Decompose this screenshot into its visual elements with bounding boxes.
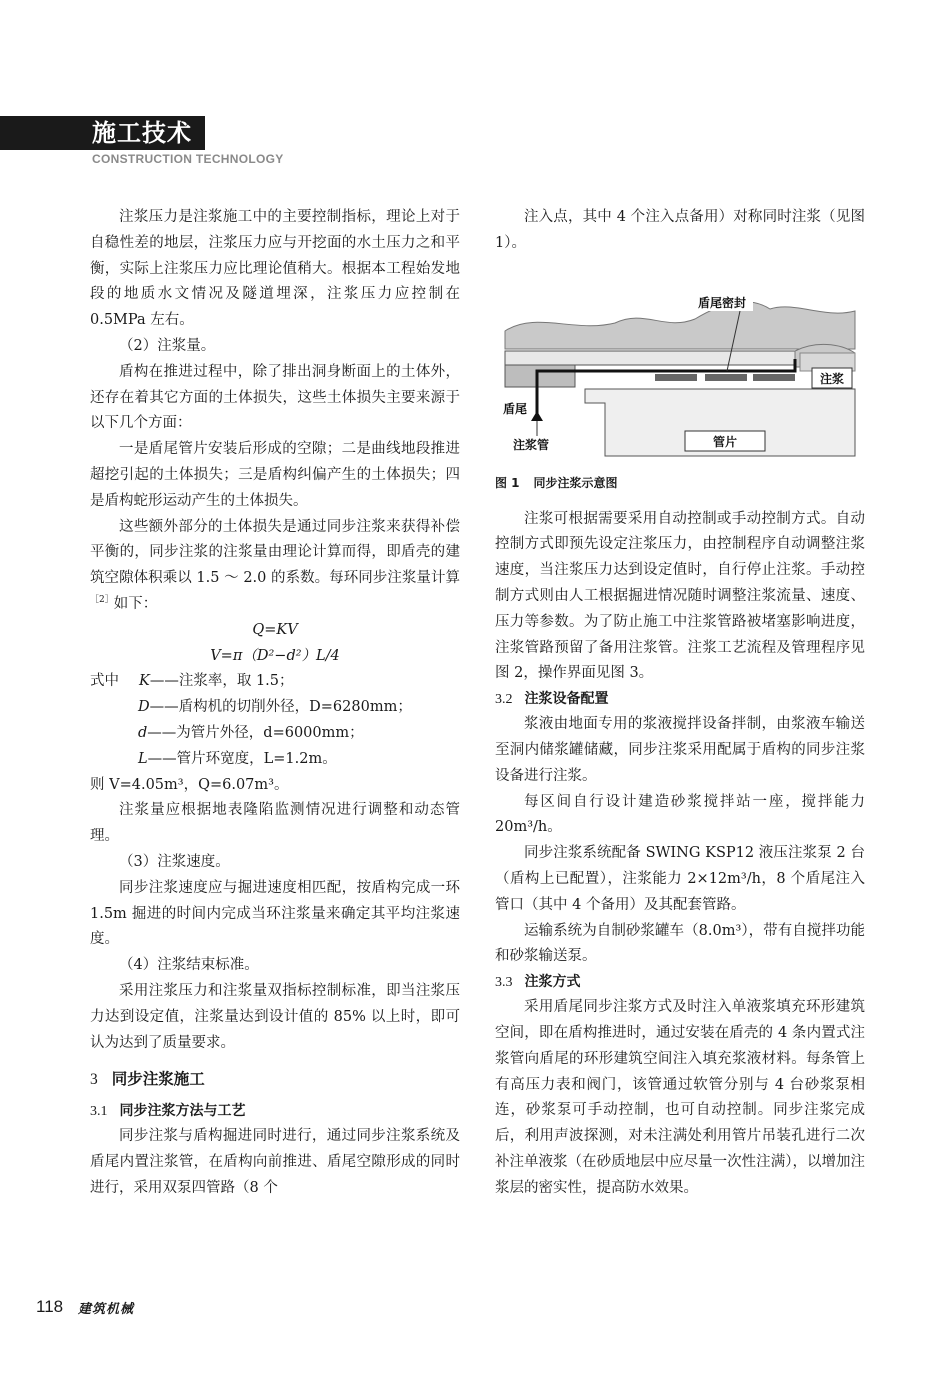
left-column: [90, 205, 460, 1202]
paragraph: 同步注浆速度应与掘进速度相匹配，按盾构完成一环 1.5m 掘进的时间内完成当环注浆量来确定其平均注浆速度。: [90, 879, 460, 948]
label-segment: 管片: [712, 434, 738, 449]
shield-shell: [505, 351, 820, 365]
label-grout: 注浆: [819, 371, 845, 386]
paragraph: 一是盾尾管片安装后形成的空隙；二是曲线地段推进超挖引起的土体损失；三是盾构纠偏产生的土体损失；四是盾构蛇形运动产生的土体损失。: [90, 441, 460, 509]
paragraph: 同步注浆与盾构掘进同时进行，通过同步注浆系统及盾尾内置注浆管，在盾构向前推进、盾尾空隙形成的同时进行，采用双泵四管路（8 个: [90, 1128, 460, 1196]
section-heading: 3 同步注浆施工: [90, 1070, 205, 1089]
arrow-icon: [531, 411, 543, 421]
paragraph: 浆液由地面专用的浆液搅拌设备拌制，由浆液车输送至洞内储浆罐储藏，同步注浆采用配属于盾构的同步注浆设备进行注浆。: [495, 716, 865, 784]
variable-def: D——盾构机的切削外径，D=6280mm；: [138, 699, 412, 716]
subsection-heading: 3.2 注浆设备配置: [495, 691, 609, 708]
paragraph: 采用盾尾同步注浆方式及时注入单液浆填充环形建筑空间，即在盾构推进时，通过安装在盾壳的 4 条内置式注浆管向盾尾的环形建筑空间注入填充浆液材料。每条管上有高压力表和阀门，该管通过软管分别与 4 台砂浆泵相连，砂浆泵可手动控制，也可自动控制。同步注浆完成后，利用声波探测，对未注满处利用管片吊装孔进行二次补注单液浆（在砂质地层中应尽量一次性注满），以增加注浆层的密实性，提高防水效果。: [495, 999, 865, 1196]
paragraph: 每区间自行设计建造砂浆搅拌站一座，搅拌能力 20m³/h。: [495, 793, 865, 836]
paragraph: （2）注浆量。: [119, 337, 216, 354]
section-title: 施工技术: [92, 119, 192, 147]
paragraph: 盾构在推进过程中，除了排出洞身断面上的土体外，还存在着其它方面的土体损失，这些土体损失主要来源于以下几个方面：: [90, 363, 460, 432]
subsection-heading: 3.3 注浆方式: [495, 974, 581, 991]
figure-grouting-diagram: [495, 271, 865, 471]
formula: V=π（D²−d²）L/4: [210, 647, 340, 664]
label-shield-tail: 盾尾: [503, 401, 528, 416]
page-number: 118: [36, 1297, 64, 1316]
tail-seal-brush: [655, 374, 697, 381]
section-subtitle: CONSTRUCTION TECHNOLOGY: [92, 152, 284, 166]
paragraph: 运输系统为自制砂浆罐车（8.0m³），带有自搅拌功能和砂浆输送泵。: [495, 922, 865, 965]
paragraph: 注浆量应根据地表隆陷监测情况进行调整和动态管理。: [90, 802, 460, 845]
figure-caption: 图 1 同步注浆示意图: [495, 475, 618, 490]
paragraph: 这些额外部分的土体损失是通过同步注浆来获得补偿平衡的，同步注浆的注浆量由理论计算而得，即盾壳的建筑空隙体积乘以 1.5 ～ 2.0 的系数。每环同步注浆量计算$^{[2]}$如下：: [90, 518, 460, 612]
paragraph: （4）注浆结束标准。: [119, 957, 259, 974]
result-line: 则 V=4.05m³，Q=6.07m³。: [90, 776, 289, 793]
variable-def: L——管片环宽度，L=1.2m。: [138, 750, 337, 767]
soil-layer: [505, 301, 855, 348]
right-column: [495, 205, 865, 1202]
paragraph: 采用注浆压力和注浆量双指标控制标准，即当注浆压力达到设定值，注浆量达到设计值的 85% 以上时，即可认为达到了质量要求。: [90, 982, 460, 1051]
label-tail-seal: 盾尾密封: [697, 295, 747, 310]
paragraph: 注浆可根据需要采用自动控制或手动控制方式。自动控制方式即预先设定注浆压力，由控制程序自动调整注浆速度，当注浆压力达到设定值时，自行停止注浆。手动控制方式则由人工根据掘进情况随时调整注浆流量、速度、压力等参数。为了防止施工中注浆管路被堵塞影响进度，注浆管路预留了备用注浆管。注浆工艺流程及管理程序见图 2，操作界面见图 3。: [495, 510, 865, 682]
shield-tail: [505, 365, 575, 387]
grouting-diagram: [495, 271, 865, 471]
paragraph: 同步注浆系统配备 SWING KSP12 液压注浆泵 2 台（盾构上已配置），注浆能力 2×12m³/h，8 个盾尾注入管口（其中 4 个备用）及其配套管路。: [495, 845, 865, 913]
paragraph: 注浆压力是注浆施工中的主要控制指标，理论上对于自稳性差的地层，注浆压力应与开挖面的水土压力之和平衡，实际上注浆压力应比理论值稍大。根据本工程始发地段的地质水文情况及隧道埋深，注浆压力应控制在 0.5MPa 左右。: [90, 209, 460, 329]
tail-seal-brush: [705, 374, 747, 381]
citation-ref: ［2］: [90, 595, 114, 606]
where-label: 式中: [90, 673, 119, 690]
variable-def: d——为管片外径，d=6000mm；: [138, 724, 364, 741]
tail-seal-brush: [753, 374, 795, 381]
paragraph: （3）注浆速度。: [119, 853, 230, 870]
subsection-heading: 3.1 同步注浆方法与工艺: [90, 1103, 246, 1120]
label-grout-pipe: 注浆管: [513, 437, 550, 452]
paragraph: 注入点，其中 4 个注入点备用）对称同时注浆（见图 1）。: [495, 209, 865, 251]
variable-def: 式中 K——注浆率，取 1.5；: [90, 673, 294, 690]
magazine-name: 建筑机械: [78, 1302, 135, 1317]
formula: Q=KV: [252, 621, 298, 638]
